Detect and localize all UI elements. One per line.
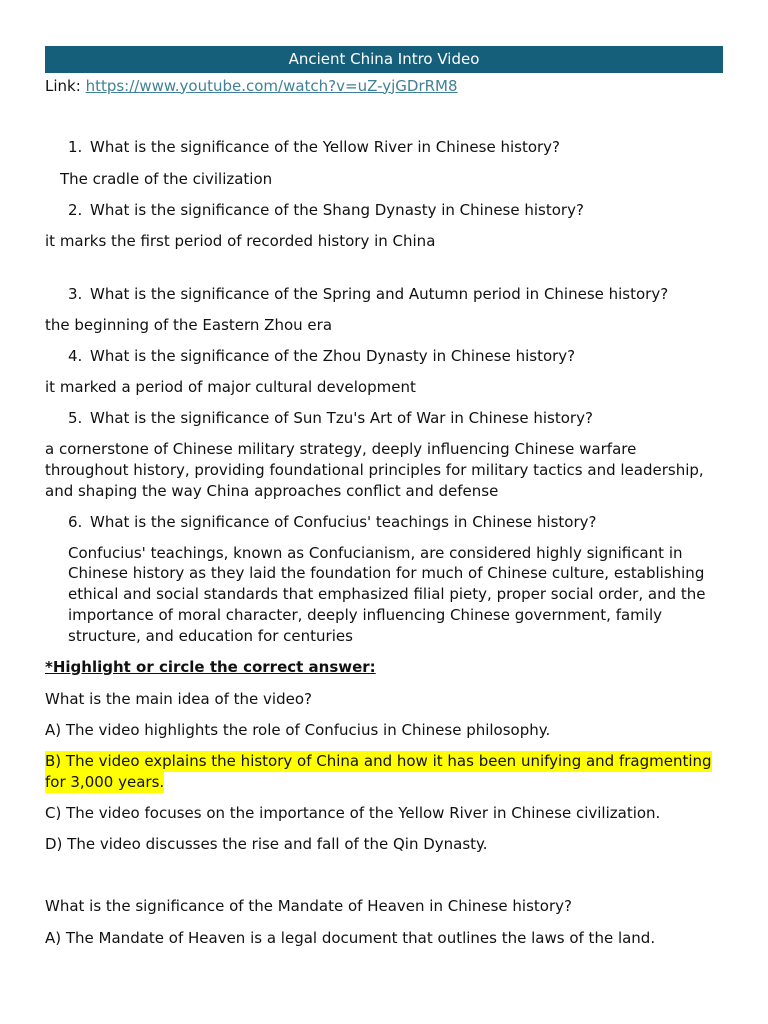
question-text: What is the significance of the Zhou Dynasty in Chinese history? [90, 346, 576, 365]
answer-6 [68, 543, 705, 647]
question-text: What is the significance of the Shang Dynasty in Chinese history? [90, 200, 584, 219]
question-text: What is the significance of Sun Tzu's Art of War in Chinese history? [90, 408, 593, 427]
mc1-option-b-highlighted [45, 751, 712, 793]
answer-3: the beginning of the Eastern Zhou era [45, 315, 333, 334]
option-line [45, 751, 712, 772]
question-text: What is the significance of the Spring and Autumn period in Chinese history? [90, 284, 669, 303]
question-2 [68, 200, 584, 221]
mc-question-2: What is the significance of the Mandate of Heaven in Chinese history? [45, 896, 572, 915]
answer-line: Confucius' teachings, known as Confucianism, are considered highly significant in [68, 543, 683, 562]
answer-line: ethical and social standards that emphasized filial piety, proper social order, and the [68, 585, 706, 604]
question-text: What is the significance of Confucius' teachings in Chinese history? [90, 512, 597, 531]
question-text: What is the significance of the Yellow River in Chinese history? [90, 137, 561, 156]
highlighted-text: for 3,000 years. [45, 772, 165, 791]
mc2-option-a: A) The Mandate of Heaven is a legal document that outlines the laws of the land. [45, 928, 656, 947]
mc1-option-c: C) The video focuses on the importance of the Yellow River in Chinese civilization. [45, 803, 661, 822]
answer-line: importance of moral character, deeply influencing Chinese government, family [68, 605, 663, 624]
answer-line: and shaping the way China approaches conflict and defense [45, 481, 499, 500]
answer-1: The cradle of the civilization [60, 169, 273, 188]
mc-question-1: What is the main idea of the video? [45, 689, 312, 708]
question-1 [68, 137, 560, 158]
question-number: 3. [68, 284, 83, 303]
answer-line: Chinese history as they laid the foundation for much of Chinese culture, establishing [68, 564, 705, 583]
multiple-choice-instruction: *Highlight or circle the correct answer: [45, 657, 376, 676]
question-3 [68, 284, 668, 305]
question-number: 6. [68, 512, 83, 531]
answer-4: it marked a period of major cultural development [45, 377, 416, 396]
video-link[interactable]: https://www.youtube.com/watch?v=uZ-yjGDrRM8 [85, 76, 458, 95]
answer-line: structure, and education for centuries [68, 626, 353, 645]
question-5 [68, 408, 593, 429]
mc1-option-d: D) The video discusses the rise and fall of the Qin Dynasty. [45, 834, 488, 853]
answer-line: a cornerstone of Chinese military strategy, deeply influencing Chinese warfare [45, 439, 637, 458]
question-number: 1. [68, 137, 83, 156]
answer-5 [45, 439, 704, 502]
question-number: 4. [68, 346, 83, 365]
answer-2: it marks the first period of recorded history in China [45, 231, 436, 250]
question-number: 5. [68, 408, 83, 427]
question-4 [68, 346, 575, 367]
option-line [45, 772, 712, 793]
mc1-option-a: A) The video highlights the role of Confucius in Chinese philosophy. [45, 720, 551, 739]
link-label: Link: [45, 76, 81, 95]
page-title: Ancient China Intro Video [288, 50, 480, 68]
question-6 [68, 512, 596, 533]
question-number: 2. [68, 200, 83, 219]
title-bar [45, 46, 723, 73]
highlighted-text: B) The video explains the history of China and how it has been unifying and fragmenting [45, 751, 712, 770]
answer-line: throughout history, providing foundational principles for military tactics and leadership, [45, 460, 704, 479]
video-link-row [45, 76, 458, 97]
